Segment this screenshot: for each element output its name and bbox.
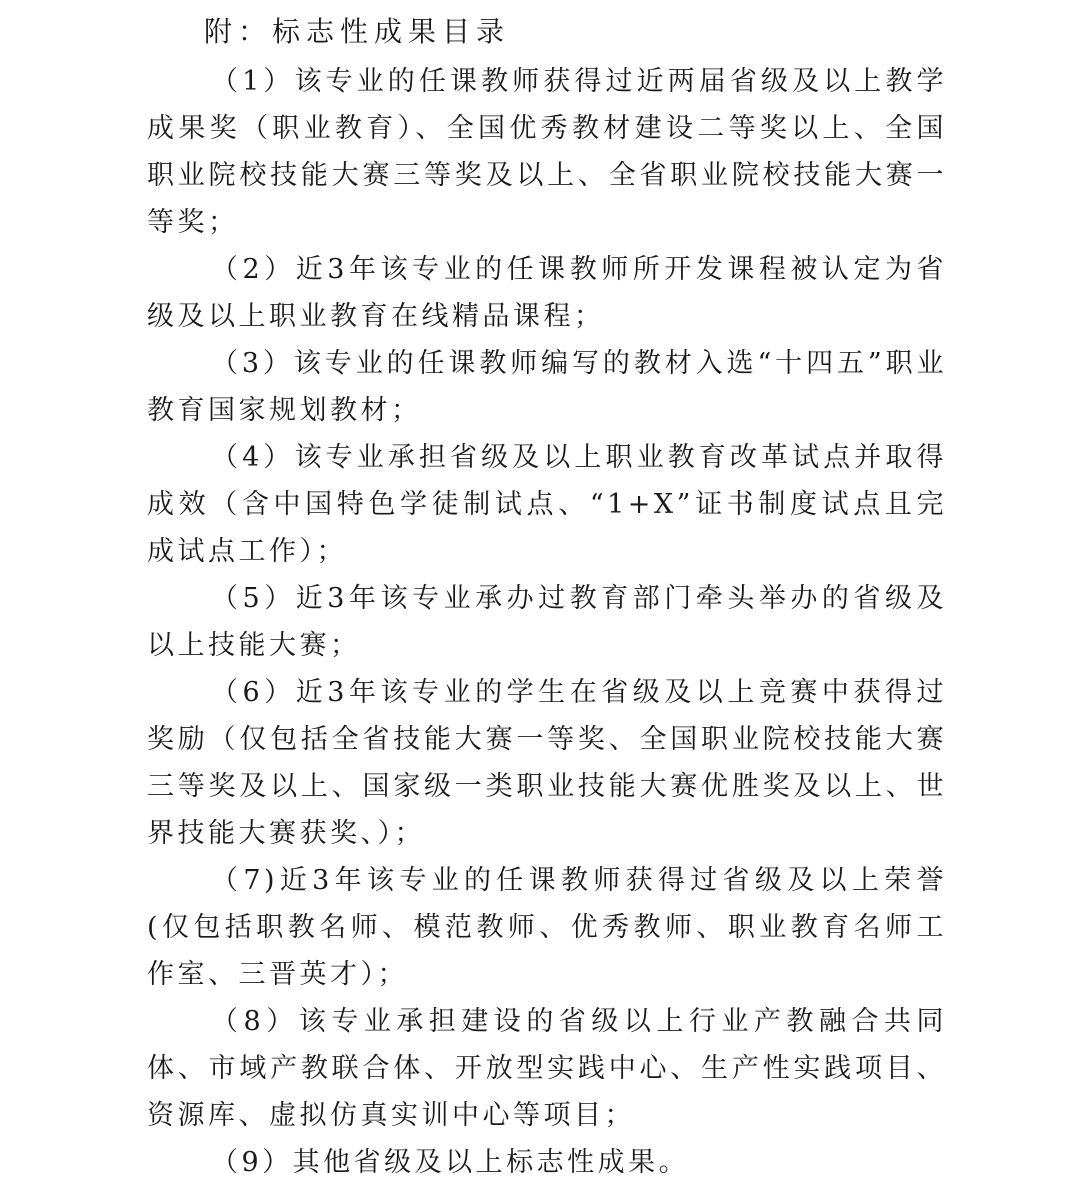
list-item-3: （3）该专业的任课教师编写的教材入选“十四五”职业教育国家规划教材； — [147, 348, 947, 426]
list-item-1: （1）该专业的任课教师获得过近两届省级及以上教学成果奖（职业教育）、全国优秀教材建设二等奖以上、全国职业院校技能大赛三等奖及以上、全省职业院校技能大赛一等奖； — [147, 66, 947, 238]
list-item-7: （7)近3年该专业的任课教师获得过省级及以上荣誉(仅包括职教名师、模范教师、优秀教师、职业教育名师工作室、三晋英才）； — [147, 865, 947, 990]
document-title: 附：标志性成果目录 — [204, 15, 511, 48]
list-item-8: （8）该专业承担建设的省级以上行业产教融合共同体、市域产教联合体、开放型实践中心、生产性实践项目、资源库、虚拟仿真实训中心等项目； — [147, 1006, 947, 1131]
achievement-list — [147, 58, 947, 1186]
list-item-9: （9）其他省级及以上标志性成果。 — [211, 1147, 690, 1178]
list-item-4: （4）该专业承担省级及以上职业教育改革试点并取得成效（含中国特色学徒制试点、“1+X”证书制度试点且完成试点工作）； — [147, 442, 947, 567]
list-item-6: （6）近3年该专业的学生在省级及以上竞赛中获得过奖励（仅包括全省技能大赛一等奖、全国职业院校技能大赛三等奖及以上、国家级一类职业技能大赛优胜奖及以上、世界技能大赛获奖、）； — [147, 677, 947, 849]
list-item-2: （2）近3年该专业的任课教师所开发课程被认定为省级及以上职业教育在线精品课程； — [147, 254, 947, 332]
list-item-5: （5）近3年该专业承办过教育部门牵头举办的省级及以上技能大赛； — [147, 583, 947, 661]
